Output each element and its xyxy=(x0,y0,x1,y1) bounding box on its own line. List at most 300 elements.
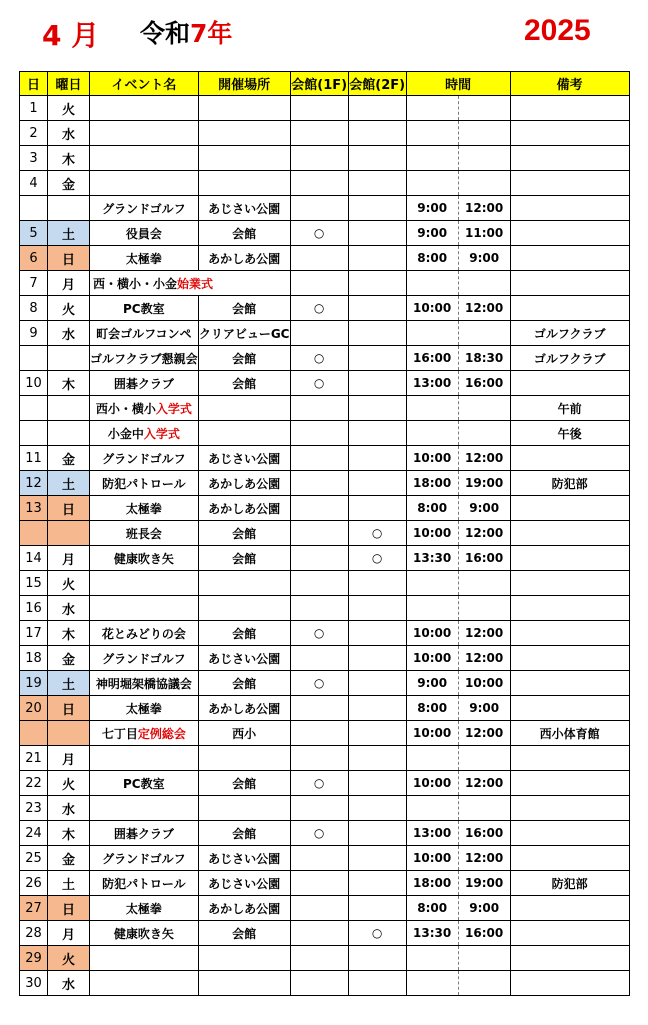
table-row xyxy=(20,671,630,696)
end-time-cell xyxy=(458,596,510,621)
hall-2f-cell xyxy=(348,196,406,221)
event-cell xyxy=(90,246,199,271)
start-time-cell xyxy=(406,96,458,121)
weekday-cell: 木 xyxy=(48,146,90,171)
hall-1f-cell xyxy=(290,596,348,621)
event-cell xyxy=(90,796,199,821)
notes-cell xyxy=(510,946,629,971)
start-time-cell: 9:00 xyxy=(406,671,458,696)
hall-1f-cell xyxy=(290,496,348,521)
table-row xyxy=(20,171,630,196)
event-cell xyxy=(90,296,199,321)
notes-cell xyxy=(510,846,629,871)
hall-1f-cell xyxy=(290,746,348,771)
event-cell xyxy=(90,596,199,621)
event-name: 太極拳 xyxy=(125,251,162,266)
end-time-cell: 11:00 xyxy=(458,221,510,246)
end-time-cell: 12:00 xyxy=(458,771,510,796)
weekday-cell: 水 xyxy=(48,596,90,621)
event-cell xyxy=(90,371,199,396)
weekday-cell: 火 xyxy=(48,946,90,971)
table-row xyxy=(20,771,630,796)
hall-1f-cell xyxy=(290,946,348,971)
end-time-cell: 12:00 xyxy=(458,296,510,321)
table-row xyxy=(20,521,630,546)
hall-1f-cell xyxy=(290,171,348,196)
hall-1f-cell xyxy=(290,971,348,996)
place-cell: あかしあ公園 xyxy=(198,696,290,721)
end-time-cell xyxy=(458,571,510,596)
day-cell: 28 xyxy=(20,921,48,946)
start-time-cell: 13:30 xyxy=(406,546,458,571)
hall-2f-cell xyxy=(348,146,406,171)
weekday-cell: 金 xyxy=(48,646,90,671)
end-time-cell: 16:00 xyxy=(458,546,510,571)
event-name: 班長会 xyxy=(125,526,162,541)
hall-1f-cell: ○ xyxy=(290,221,348,246)
weekday-cell xyxy=(48,421,90,446)
end-time-cell xyxy=(458,796,510,821)
weekday-cell: 木 xyxy=(48,371,90,396)
notes-cell xyxy=(510,296,629,321)
notes-cell xyxy=(510,271,629,296)
event-cell xyxy=(90,871,199,896)
event-name: 防犯パトロール xyxy=(102,476,186,491)
hall-2f-cell xyxy=(348,246,406,271)
event-name: PC教室 xyxy=(123,301,165,316)
hall-1f-cell: ○ xyxy=(290,346,348,371)
table-row xyxy=(20,96,630,121)
end-time-cell xyxy=(458,396,510,421)
start-time-cell: 9:00 xyxy=(406,196,458,221)
weekday-cell: 日 xyxy=(48,696,90,721)
weekday-cell: 水 xyxy=(48,796,90,821)
table-row xyxy=(20,196,630,221)
start-time-cell xyxy=(406,946,458,971)
start-time-cell xyxy=(406,796,458,821)
event-cell xyxy=(90,771,199,796)
col-header-event: イベント名 xyxy=(90,72,199,96)
day-cell: 8 xyxy=(20,296,48,321)
start-time-cell: 13:00 xyxy=(406,371,458,396)
hall-1f-cell: ○ xyxy=(290,621,348,646)
notes-cell xyxy=(510,196,629,221)
end-time-cell: 10:00 xyxy=(458,671,510,696)
hall-2f-cell xyxy=(348,896,406,921)
table-row xyxy=(20,721,630,746)
start-time-cell: 9:00 xyxy=(406,221,458,246)
hall-1f-cell xyxy=(290,896,348,921)
day-cell: 30 xyxy=(20,971,48,996)
event-cell xyxy=(90,396,199,421)
start-time-cell xyxy=(406,396,458,421)
day-cell: 16 xyxy=(20,596,48,621)
weekday-cell xyxy=(48,396,90,421)
table-row xyxy=(20,571,630,596)
start-time-cell xyxy=(406,171,458,196)
place-cell: クリアビューGC xyxy=(198,321,290,346)
end-time-cell xyxy=(458,321,510,346)
event-cell xyxy=(90,746,199,771)
weekday-cell: 火 xyxy=(48,771,90,796)
weekday-cell: 水 xyxy=(48,971,90,996)
start-time-cell: 8:00 xyxy=(406,496,458,521)
notes-cell xyxy=(510,221,629,246)
weekday-cell: 土 xyxy=(48,671,90,696)
notes-cell xyxy=(510,621,629,646)
event-cell xyxy=(90,446,199,471)
day-cell xyxy=(20,521,48,546)
event-cell xyxy=(90,271,291,296)
end-time-cell xyxy=(458,421,510,446)
weekday-cell xyxy=(48,521,90,546)
event-name: 町会ゴルフコンペ xyxy=(96,326,192,341)
day-cell: 6 xyxy=(20,246,48,271)
weekday-cell: 月 xyxy=(48,271,90,296)
hall-2f-cell xyxy=(348,121,406,146)
notes-cell xyxy=(510,796,629,821)
place-cell: 会館 xyxy=(198,771,290,796)
day-cell xyxy=(20,721,48,746)
hall-2f-cell xyxy=(348,946,406,971)
start-time-cell: 10:00 xyxy=(406,646,458,671)
hall-2f-cell xyxy=(348,821,406,846)
hall-1f-cell xyxy=(290,471,348,496)
notes-cell xyxy=(510,521,629,546)
hall-2f-cell xyxy=(348,271,406,296)
start-time-cell xyxy=(406,146,458,171)
hall-2f-cell: ○ xyxy=(348,521,406,546)
event-cell xyxy=(90,521,199,546)
hall-2f-cell xyxy=(348,471,406,496)
event-name: 太極拳 xyxy=(125,901,162,916)
table-row xyxy=(20,871,630,896)
hall-2f-cell xyxy=(348,321,406,346)
hall-1f-cell xyxy=(290,796,348,821)
place-cell xyxy=(198,596,290,621)
day-cell: 14 xyxy=(20,546,48,571)
start-time-cell xyxy=(406,121,458,146)
table-row xyxy=(20,271,630,296)
hall-2f-cell: ○ xyxy=(348,921,406,946)
place-cell xyxy=(198,746,290,771)
hall-2f-cell xyxy=(348,221,406,246)
weekday-cell: 土 xyxy=(48,221,90,246)
end-time-cell: 16:00 xyxy=(458,921,510,946)
place-cell: 会館 xyxy=(198,621,290,646)
weekday-cell: 木 xyxy=(48,621,90,646)
era-title xyxy=(140,14,232,50)
event-cell xyxy=(90,621,199,646)
table-row xyxy=(20,346,630,371)
place-cell: 会館 xyxy=(198,221,290,246)
hall-2f-cell xyxy=(348,671,406,696)
table-row xyxy=(20,246,630,271)
day-cell: 17 xyxy=(20,621,48,646)
event-name: ゴルフクラブ懇親会 xyxy=(90,351,198,366)
table-row xyxy=(20,621,630,646)
notes-cell: 午前 xyxy=(510,396,629,421)
event-name-highlight: 始業式 xyxy=(177,276,214,291)
place-cell xyxy=(198,971,290,996)
day-cell: 7 xyxy=(20,271,48,296)
end-time-cell xyxy=(458,746,510,771)
notes-cell xyxy=(510,646,629,671)
notes-cell xyxy=(510,496,629,521)
table-row xyxy=(20,896,630,921)
hall-1f-cell xyxy=(290,321,348,346)
month-title: 4 月 xyxy=(42,19,100,52)
notes-cell xyxy=(510,571,629,596)
start-time-cell: 10:00 xyxy=(406,721,458,746)
hall-2f-cell xyxy=(348,346,406,371)
hall-2f-cell xyxy=(348,771,406,796)
end-time-cell xyxy=(458,946,510,971)
table-row xyxy=(20,471,630,496)
day-cell: 24 xyxy=(20,821,48,846)
end-time-cell: 19:00 xyxy=(458,471,510,496)
end-time-cell xyxy=(458,121,510,146)
start-time-cell: 8:00 xyxy=(406,246,458,271)
hall-2f-cell xyxy=(348,721,406,746)
hall-2f-cell xyxy=(348,746,406,771)
era-year: 7年 xyxy=(190,19,233,48)
event-cell xyxy=(90,646,199,671)
hall-2f-cell xyxy=(348,646,406,671)
weekday-cell xyxy=(48,196,90,221)
event-cell xyxy=(90,171,199,196)
hall-1f-cell: ○ xyxy=(290,371,348,396)
day-cell: 27 xyxy=(20,896,48,921)
weekday-cell xyxy=(48,721,90,746)
event-cell xyxy=(90,896,199,921)
notes-cell xyxy=(510,446,629,471)
hall-2f-cell xyxy=(348,371,406,396)
weekday-cell: 火 xyxy=(48,96,90,121)
place-cell xyxy=(198,571,290,596)
table-row xyxy=(20,371,630,396)
place-cell: あじさい公園 xyxy=(198,446,290,471)
event-cell xyxy=(90,121,199,146)
event-name: 防犯パトロール xyxy=(102,876,186,891)
hall-2f-cell xyxy=(348,696,406,721)
notes-cell xyxy=(510,596,629,621)
notes-cell xyxy=(510,921,629,946)
event-cell xyxy=(90,946,199,971)
end-time-cell xyxy=(458,171,510,196)
start-time-cell: 13:30 xyxy=(406,921,458,946)
hall-1f-cell xyxy=(290,546,348,571)
start-time-cell: 10:00 xyxy=(406,846,458,871)
notes-cell xyxy=(510,546,629,571)
notes-cell xyxy=(510,746,629,771)
event-name: 西・横小・小金 xyxy=(93,276,178,291)
hall-1f-cell xyxy=(290,246,348,271)
table-row xyxy=(20,796,630,821)
end-time-cell: 18:30 xyxy=(458,346,510,371)
event-name: PC教室 xyxy=(123,776,165,791)
notes-cell xyxy=(510,696,629,721)
day-cell: 9 xyxy=(20,321,48,346)
hall-2f-cell: ○ xyxy=(348,546,406,571)
day-cell: 12 xyxy=(20,471,48,496)
start-time-cell xyxy=(406,271,458,296)
event-name: 七丁目 xyxy=(101,726,138,741)
event-cell xyxy=(90,671,199,696)
event-cell xyxy=(90,846,199,871)
table-row xyxy=(20,296,630,321)
notes-cell: ゴルフクラブ xyxy=(510,321,629,346)
hall-2f-cell xyxy=(348,446,406,471)
event-name: グランドゴルフ xyxy=(102,201,186,216)
table-row xyxy=(20,396,630,421)
weekday-cell: 日 xyxy=(48,246,90,271)
end-time-cell: 12:00 xyxy=(458,521,510,546)
notes-cell: 午後 xyxy=(510,421,629,446)
place-cell: あかしあ公園 xyxy=(198,496,290,521)
end-time-cell xyxy=(458,971,510,996)
start-time-cell: 18:00 xyxy=(406,871,458,896)
weekday-cell: 火 xyxy=(48,296,90,321)
table-row xyxy=(20,321,630,346)
hall-2f-cell xyxy=(348,621,406,646)
end-time-cell: 12:00 xyxy=(458,196,510,221)
place-cell: 会館 xyxy=(198,546,290,571)
hall-2f-cell xyxy=(348,396,406,421)
end-time-cell xyxy=(458,146,510,171)
start-time-cell xyxy=(406,971,458,996)
notes-cell xyxy=(510,146,629,171)
place-cell: 会館 xyxy=(198,671,290,696)
notes-cell xyxy=(510,896,629,921)
hall-2f-cell xyxy=(348,296,406,321)
event-name: 健康吹き矢 xyxy=(113,551,174,566)
event-name: 太極拳 xyxy=(125,701,162,716)
place-cell: あかしあ公園 xyxy=(198,896,290,921)
day-cell: 13 xyxy=(20,496,48,521)
event-calendar-table xyxy=(19,71,630,996)
hall-1f-cell: ○ xyxy=(290,821,348,846)
place-cell xyxy=(198,946,290,971)
event-cell xyxy=(90,321,199,346)
place-cell: 会館 xyxy=(198,521,290,546)
weekday-cell: 水 xyxy=(48,321,90,346)
notes-cell xyxy=(510,771,629,796)
start-time-cell: 10:00 xyxy=(406,446,458,471)
year-title: 2025 xyxy=(524,14,591,47)
start-time-cell xyxy=(406,746,458,771)
header-row xyxy=(20,72,630,96)
table-row xyxy=(20,646,630,671)
hall-2f-cell xyxy=(348,171,406,196)
event-name: グランドゴルフ xyxy=(102,451,186,466)
table-row xyxy=(20,221,630,246)
hall-1f-cell xyxy=(290,271,348,296)
hall-1f-cell: ○ xyxy=(290,296,348,321)
hall-1f-cell xyxy=(290,521,348,546)
weekday-cell: 金 xyxy=(48,846,90,871)
end-time-cell: 12:00 xyxy=(458,646,510,671)
hall-2f-cell xyxy=(348,796,406,821)
start-time-cell xyxy=(406,571,458,596)
place-cell: 会館 xyxy=(198,296,290,321)
event-name: グランドゴルフ xyxy=(102,851,186,866)
weekday-cell: 火 xyxy=(48,571,90,596)
weekday-cell: 金 xyxy=(48,446,90,471)
event-name: 囲碁クラブ xyxy=(113,376,174,391)
place-cell xyxy=(198,96,290,121)
start-time-cell: 8:00 xyxy=(406,696,458,721)
hall-1f-cell xyxy=(290,571,348,596)
notes-cell xyxy=(510,246,629,271)
place-cell xyxy=(198,796,290,821)
table-row xyxy=(20,596,630,621)
event-cell xyxy=(90,96,199,121)
col-header-time: 時間 xyxy=(406,72,510,96)
day-cell: 23 xyxy=(20,796,48,821)
day-cell: 19 xyxy=(20,671,48,696)
day-cell: 21 xyxy=(20,746,48,771)
event-name-highlight: 入学式 xyxy=(155,401,192,416)
hall-1f-cell xyxy=(290,921,348,946)
place-cell: あじさい公園 xyxy=(198,871,290,896)
notes-cell xyxy=(510,971,629,996)
table-row xyxy=(20,121,630,146)
place-cell: あかしあ公園 xyxy=(198,246,290,271)
event-name: 役員会 xyxy=(125,226,162,241)
hall-2f-cell xyxy=(348,421,406,446)
day-cell: 15 xyxy=(20,571,48,596)
notes-cell: 防犯部 xyxy=(510,871,629,896)
table-row xyxy=(20,921,630,946)
weekday-cell: 日 xyxy=(48,496,90,521)
place-cell: あじさい公園 xyxy=(198,846,290,871)
notes-cell xyxy=(510,371,629,396)
day-cell: 4 xyxy=(20,171,48,196)
event-cell xyxy=(90,971,199,996)
table-row xyxy=(20,546,630,571)
place-cell xyxy=(198,146,290,171)
table-row xyxy=(20,946,630,971)
hall-1f-cell xyxy=(290,871,348,896)
weekday-cell: 金 xyxy=(48,171,90,196)
hall-1f-cell xyxy=(290,646,348,671)
table-row xyxy=(20,846,630,871)
notes-cell xyxy=(510,121,629,146)
weekday-cell: 月 xyxy=(48,546,90,571)
place-cell xyxy=(198,171,290,196)
day-cell: 18 xyxy=(20,646,48,671)
event-name-highlight: 定例総会 xyxy=(137,726,186,741)
event-name: 囲碁クラブ xyxy=(113,826,174,841)
hall-1f-cell xyxy=(290,96,348,121)
day-cell: 11 xyxy=(20,446,48,471)
notes-cell: 防犯部 xyxy=(510,471,629,496)
col-header-day: 日 xyxy=(20,72,48,96)
place-cell: あじさい公園 xyxy=(198,646,290,671)
table-row xyxy=(20,446,630,471)
day-cell xyxy=(20,396,48,421)
place-cell xyxy=(198,421,290,446)
era-prefix: 令和 xyxy=(140,19,191,48)
hall-2f-cell xyxy=(348,846,406,871)
hall-2f-cell xyxy=(348,571,406,596)
weekday-cell: 土 xyxy=(48,471,90,496)
event-cell xyxy=(90,421,199,446)
start-time-cell xyxy=(406,421,458,446)
event-cell xyxy=(90,546,199,571)
end-time-cell: 12:00 xyxy=(458,721,510,746)
